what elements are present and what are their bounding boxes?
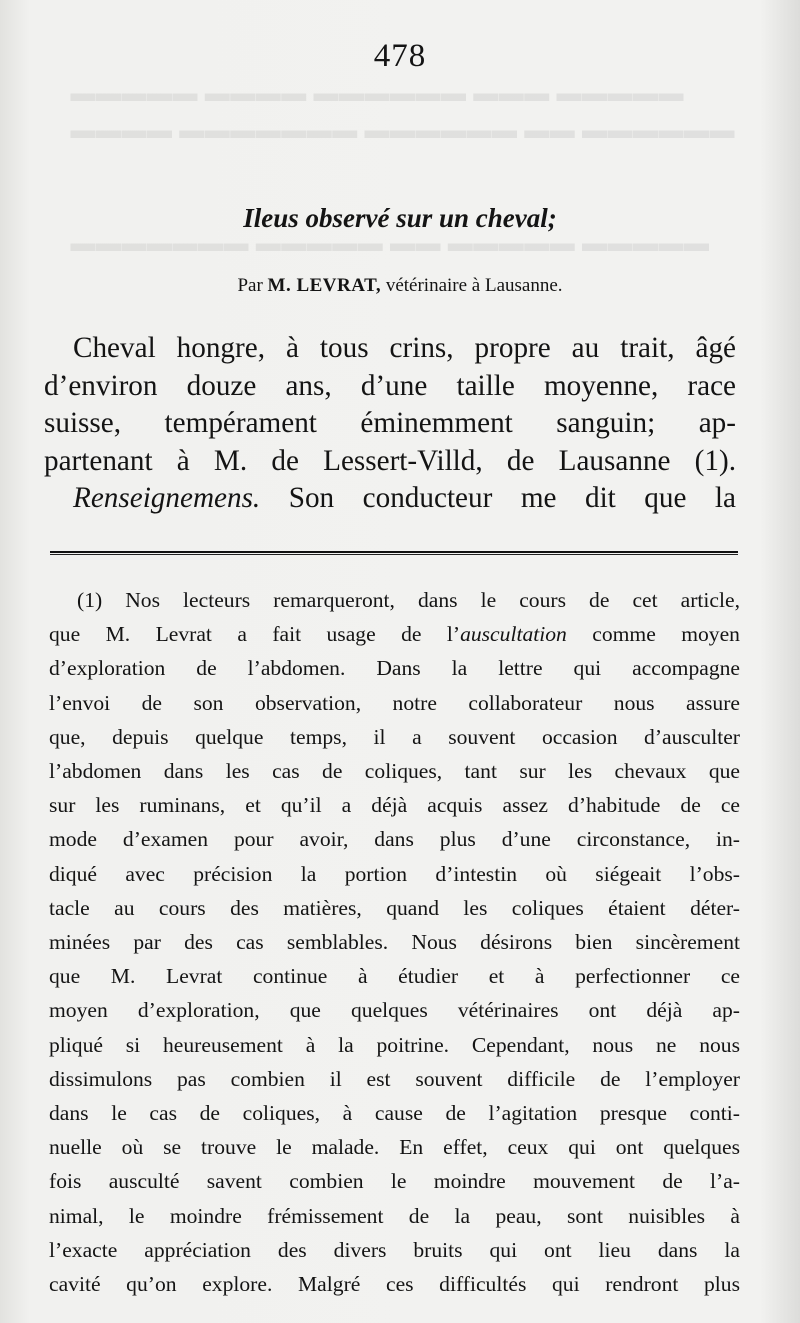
section-label: Renseignemens. (73, 482, 261, 514)
footnote-line: l’envoi de son observation, notre collaborateur nous assure (49, 690, 740, 715)
body-line: partenant à M. de Lessert-Villd, de Lausanne (1). (44, 444, 736, 477)
footnote (49, 583, 740, 1301)
article-title: Ileus observé sur un cheval; (243, 203, 557, 233)
footnote-line: mode d’examen pour avoir, dans plus d’une circonstance, in- (49, 827, 740, 852)
footnote-line: cavité qu’on explore. Malgré ces difficultés qui rendront plus (49, 1272, 740, 1297)
body-line: d’environ douze ans, d’une taille moyenne, race (44, 369, 736, 402)
footnote-line: tacle au cours des matières, quand les coliques étaient déter- (49, 895, 740, 920)
footnote-separator (50, 551, 738, 555)
footnote-line: dissimulons pas combien il est souvent difficile de l’employer (49, 1066, 740, 1091)
footnote-line: l’exacte appréciation des divers bruits qui ont lieu dans la (49, 1237, 740, 1262)
footnote-line: nimal, le moindre frémissement de la peau, sont nuisibles à (49, 1203, 740, 1228)
show-through-shadow: ​▬▬▬▬▬ ▬▬▬ ▬▬▬▬▬▬ ▬▬▬▬ ▬▬▬▬▬ (70, 80, 684, 107)
byline-prefix: Par (237, 275, 263, 296)
body-line-rest: Son conducteur me dit que la (288, 482, 736, 514)
byline-affiliation: vétérinaire à Lausanne. (385, 275, 563, 296)
show-through-shadow: ​▬▬▬▬▬▬ ▬▬ ▬▬▬▬▬▬ ▬▬▬▬▬▬▬ ▬▬▬▬ (70, 117, 735, 144)
body-line: Cheval hongre, à tous crins, propre au trait, âgé (73, 332, 736, 364)
footnote-line: que, depuis quelque temps, il a souvent occasion d’ausculter (49, 724, 740, 749)
footnote-line (49, 617, 740, 651)
footnote-italic-term: auscultation (460, 622, 567, 647)
footnote-fragment: que M. Levrat a fait usage de l’ (49, 622, 461, 647)
footnote-line: dans le cas de coliques, à cause de l’agitation presque conti- (49, 1101, 740, 1126)
footnote-line: minées par des cas semblables. Nous désirons bien sincèrement (49, 930, 740, 955)
footnote-line: que M. Levrat continue à étudier et à perfectionner ce (49, 964, 740, 989)
body-paragraph (44, 330, 736, 518)
footnote-line: fois ausculté savent combien le moindre mouvement de l’a- (49, 1169, 740, 1194)
page-number: 478 (373, 38, 427, 74)
footnote-line: sur les ruminans, et qu’il a déjà acquis assez d’habitude de ce (49, 793, 740, 818)
footnote-line: (1) Nos lecteurs remarqueront, dans le cours de cet article, (77, 588, 740, 612)
footnote-line: diqué avec précision la portion d’intestin où siégeait l’obs- (49, 861, 740, 886)
article-byline (0, 275, 800, 297)
byline-author: M. LEVRAT, (267, 275, 382, 296)
footnote-fragment: comme moyen (566, 622, 740, 647)
show-through-shadow: ​▬▬▬▬▬ ▬▬▬▬▬ ▬▬ ▬▬▬▬▬ ▬▬▬▬▬▬▬ (70, 230, 709, 257)
body-line: suisse, tempérament éminemment sanguin; ap- (44, 407, 736, 439)
footnote-line: l’abdomen dans les cas de coliques, tant sur les chevaux que (49, 759, 740, 784)
footnote-line: moyen d’exploration, que quelques vétérinaires ont déjà ap- (49, 998, 740, 1023)
footnote-line: nuelle où se trouve le malade. En effet, ceux qui ont quelques (49, 1135, 740, 1160)
footnote-line: pliqué si heureusement à la poitrine. Cependant, nous ne nous (49, 1032, 740, 1057)
body-line (44, 480, 736, 518)
footnote-line: d’exploration de l’abdomen. Dans la lettre qui accompagne (49, 656, 740, 681)
